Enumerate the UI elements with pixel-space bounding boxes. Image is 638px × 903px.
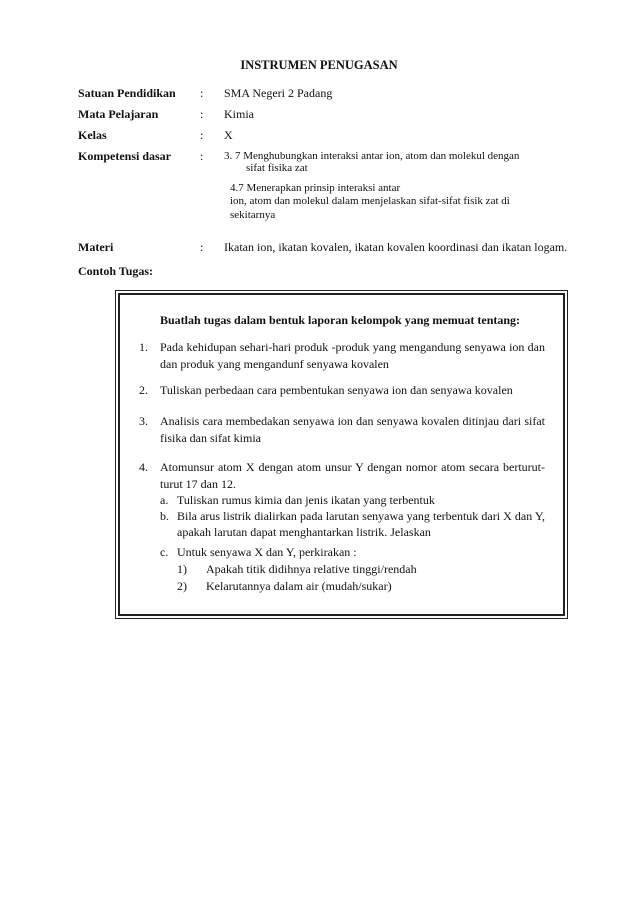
document-title [0, 58, 638, 73]
value-satuan: SMA Negeri 2 Padang [224, 86, 333, 100]
kd-4-7-line2: ion, atom dan molekul dalam menjelaskan sifat-sifat fisik zat di [230, 195, 510, 207]
label-mapel: Mata Pelajaran [78, 107, 159, 121]
title-text: INSTRUMEN PENUGASAN [240, 58, 398, 72]
label-kelas: Kelas [78, 128, 107, 142]
label-materi: Materi [78, 240, 114, 254]
value-mapel: Kimia [224, 107, 254, 121]
item-number: 2. [139, 383, 148, 397]
item-text: Tuliskan perbedaan cara pembentukan senyawa ion dan senyawa kovalen [160, 383, 513, 397]
sub-label-c: c. [160, 545, 169, 559]
task-item-2 [139, 382, 545, 399]
item-text: Atomunsur atom X dengan atom unsur Y dengan nomor atom secara berturut-turut 17 dan 12. [160, 460, 545, 491]
sub-label-b: b. [160, 509, 169, 523]
sub-text-a: Tuliskan rumus kimia dan jenis ikatan yang terbentuk [177, 493, 435, 507]
sub-text-c: Untuk senyawa X dan Y, perkirakan : [177, 545, 357, 559]
task-item-4 [139, 459, 545, 493]
sub-text-b: Bila arus listrik dialirkan pada larutan senyawa yang terbentuk dari X dan Y, apakah larutan dapat menghantarkan listrik. Jelaskan [177, 509, 545, 539]
sub-label-c1: 1) [177, 562, 187, 576]
colon: : [200, 240, 204, 254]
item-text: Analisis cara membedakan senyawa ion dan senyawa kovalen ditinjau dari sifat fisika dan sifat kimia [160, 414, 545, 445]
kd-3-7-line2: sifat fisika zat [246, 162, 308, 174]
value-kelas: X [224, 128, 233, 142]
value-materi: Ikatan ion, ikatan kovalen, ikatan kovalen koordinasi dan ikatan logam. [224, 240, 568, 254]
task-item-3 [139, 413, 545, 447]
sub-text-c2: Kelarutannya dalam air (mudah/sukar) [206, 579, 392, 593]
task-box-heading: Buatlah tugas dalam bentuk laporan kelompok yang memuat tentang: [160, 313, 521, 327]
kd-3-7-line1: 3. 7 Menghubungkan interaksi antar ion, atom dan molekul dengan [224, 150, 520, 162]
sub-label-a: a. [160, 493, 169, 507]
item-number: 3. [139, 414, 148, 428]
task-item-1 [139, 339, 545, 373]
label-kd: Kompetensi dasar [78, 149, 171, 163]
colon: : [200, 149, 204, 163]
sub-label-c2: 2) [177, 579, 187, 593]
kd-4-7-line1: 4.7 Menerapkan prinsip interaksi antar [230, 182, 401, 194]
sub-text-c1: Apakah titik didihnya relative tinggi/rendah [206, 562, 417, 576]
contoh-tugas-label: Contoh Tugas: [78, 264, 154, 278]
colon: : [200, 128, 204, 142]
colon: : [200, 107, 204, 121]
colon: : [200, 86, 204, 100]
item-number: 1. [139, 340, 148, 354]
item-number: 4. [139, 460, 148, 474]
kd-4-7-line3: sekitarnya [230, 209, 276, 221]
label-satuan: Satuan Pendidikan [78, 86, 176, 100]
item-text: Pada kehidupan sehari-hari produk -produk yang mengandung senyawa ion dan dan produk yang mengandunf senyawa kovalen [160, 340, 545, 371]
